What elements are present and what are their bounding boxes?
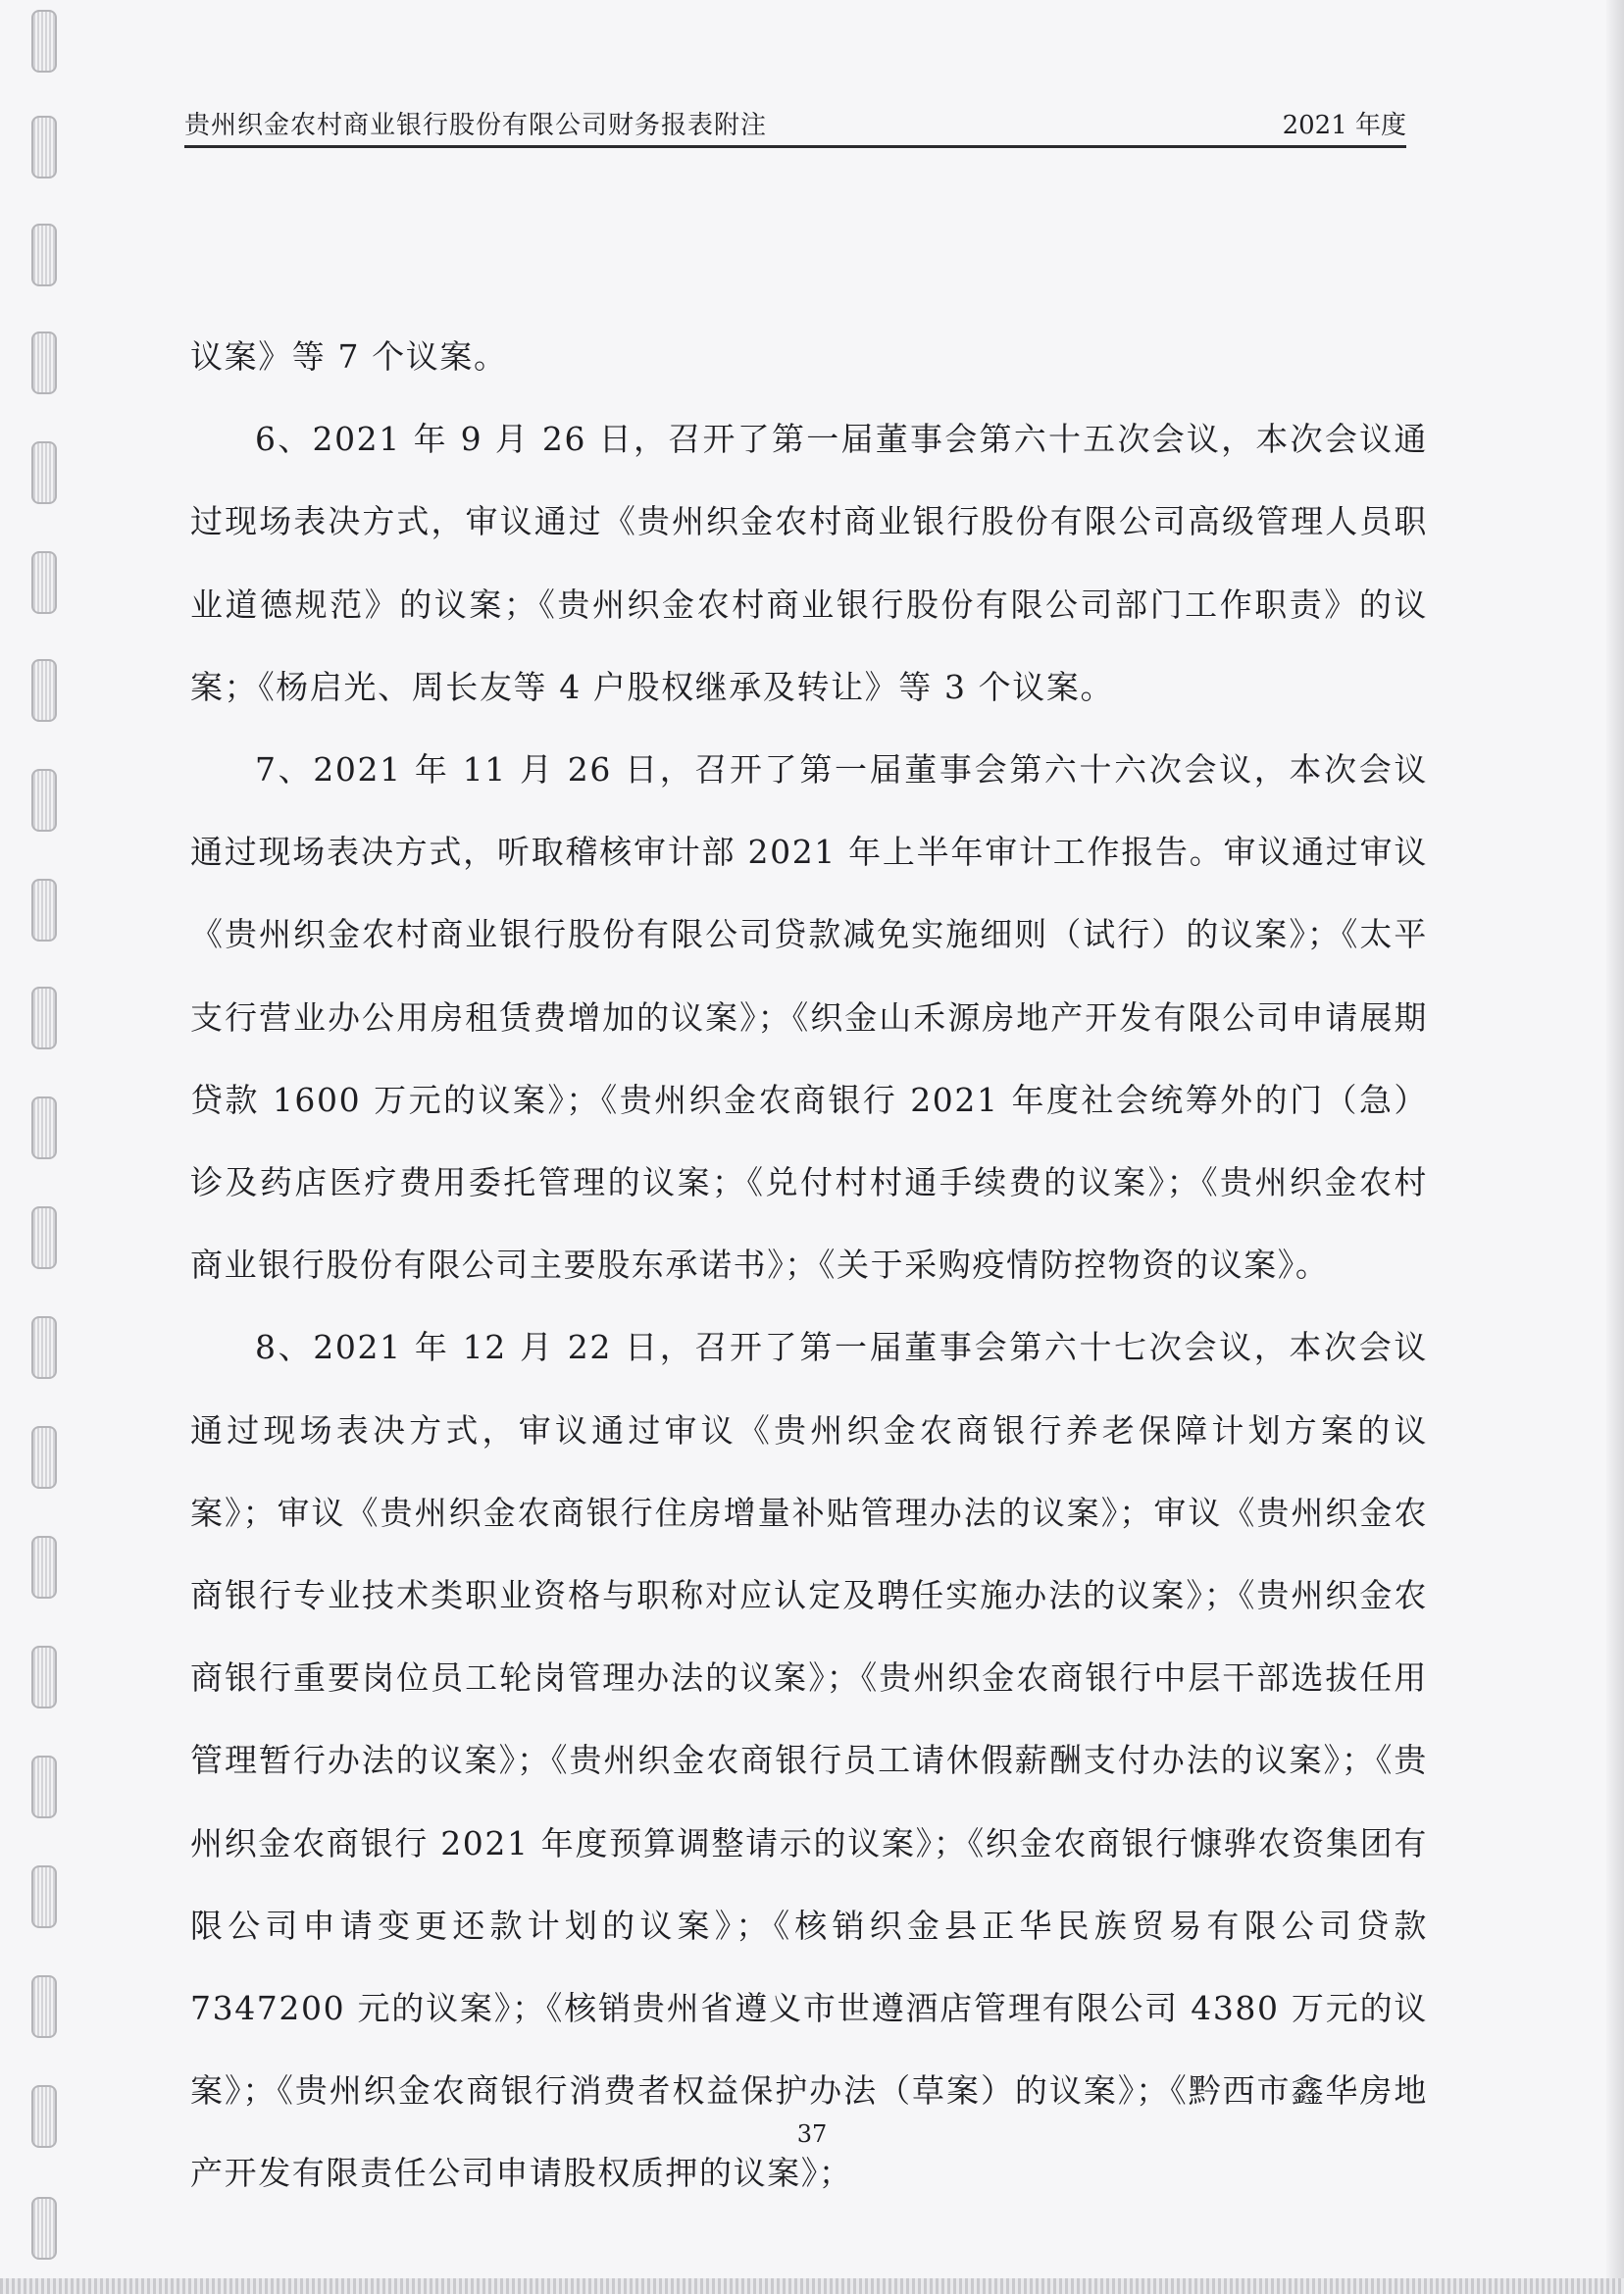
- binding-hole: [31, 659, 57, 722]
- paragraph-item-8: 8、2021 年 12 月 22 日，召开了第一届董事会第六十七次会议，本次会议通过现场表决方式，审议通过审议《贵州织金农商银行养老保障计划方案的议案》；审议《贵州织金农商银行住房增量补贴管理办法的议案》；审议《贵州织金农商银行专业技术类职业资格与职称对应认定及聘任实施办法的议案》；《贵州织金农商银行重要岗位员工轮岗管理办法的议案》；《贵州织金农商银行中层干部选拔任用管理暂行办法的议案》；《贵州织金农商银行员工请休假薪酬支付办法的议案》；《贵州织金农商银行 2021 年度预算调整请示的议案》；《织金农商银行慷骅农资集团有限公司申请变更还款计划的议案》；《核销织金县正华民族贸易有限公司贷款 7347200 元的议案》；《核销贵州省遵义市世遵酒店管理有限公司 4380 万元的议案》；《贵州织金农商银行消费者权益保护办法（草案）的议案》；《黔西市鑫华房地产开发有限责任公司申请股权质押的议案》；: [190, 1328, 1428, 2193]
- binding-hole: [31, 1426, 57, 1489]
- header-title: 贵州织金农村商业银行股份有限公司财务报表附注: [184, 111, 768, 140]
- binding-hole: [31, 441, 57, 504]
- header-year: 2021 年度: [1282, 111, 1406, 140]
- binding-hole: [31, 1975, 57, 2038]
- binding-hole: [31, 224, 57, 286]
- binding-hole: [31, 551, 57, 614]
- binding-hole: [31, 331, 57, 394]
- binding-holes: [27, 0, 61, 2294]
- binding-hole: [31, 2197, 57, 2260]
- binding-hole: [31, 1536, 57, 1599]
- paragraph-item-6: 6、2021 年 9 月 26 日，召开了第一届董事会第六十五次会议，本次会议通过现场表决方式，审议通过《贵州织金农村商业银行股份有限公司高级管理人员职业道德规范》的议案；《贵州织金农村商业银行股份有限公司部门工作职责》的议案；《杨启光、周长友等 4 户股权继承及转让》等 3 个议案。: [190, 420, 1428, 706]
- binding-hole: [31, 769, 57, 832]
- binding-hole: [31, 1206, 57, 1269]
- binding-hole: [31, 1096, 57, 1159]
- binding-hole: [31, 1316, 57, 1379]
- page-number: 37: [796, 2120, 828, 2148]
- paragraph-item-7: 7、2021 年 11 月 26 日，召开了第一届董事会第六十六次会议，本次会议通过现场表决方式，听取稽核审计部 2021 年上半年审计工作报告。审议通过审议《贵州织金农村商业银行股份有限公司贷款减免实施细则（试行）的议案》；《太平支行营业办公用房租赁费增加的议案》；《织金山禾源房地产开发有限公司申请展期贷款 1600 万元的议案》；《贵州织金农商银行 2021 年度社会统筹外的门（急）诊及药店医疗费用委托管理的议案；《兑付村村通手续费的议案》；《贵州织金农村商业银行股份有限公司主要股东承诺书》；《关于采购疫情防控物资的议案》。: [190, 750, 1428, 1285]
- binding-hole: [31, 1646, 57, 1708]
- binding-hole: [31, 10, 57, 73]
- paragraph-continuation: 议案》等 7 个议案。: [190, 337, 508, 376]
- binding-hole: [31, 987, 57, 1049]
- scan-edge-bottom: [0, 2278, 1624, 2294]
- binding-hole: [31, 879, 57, 942]
- scan-edge-right: [1606, 0, 1624, 2294]
- binding-hole: [31, 1756, 57, 1818]
- binding-hole: [31, 116, 57, 178]
- page-header: [184, 108, 1406, 148]
- binding-hole: [31, 1865, 57, 1928]
- body-text: [190, 316, 1428, 2216]
